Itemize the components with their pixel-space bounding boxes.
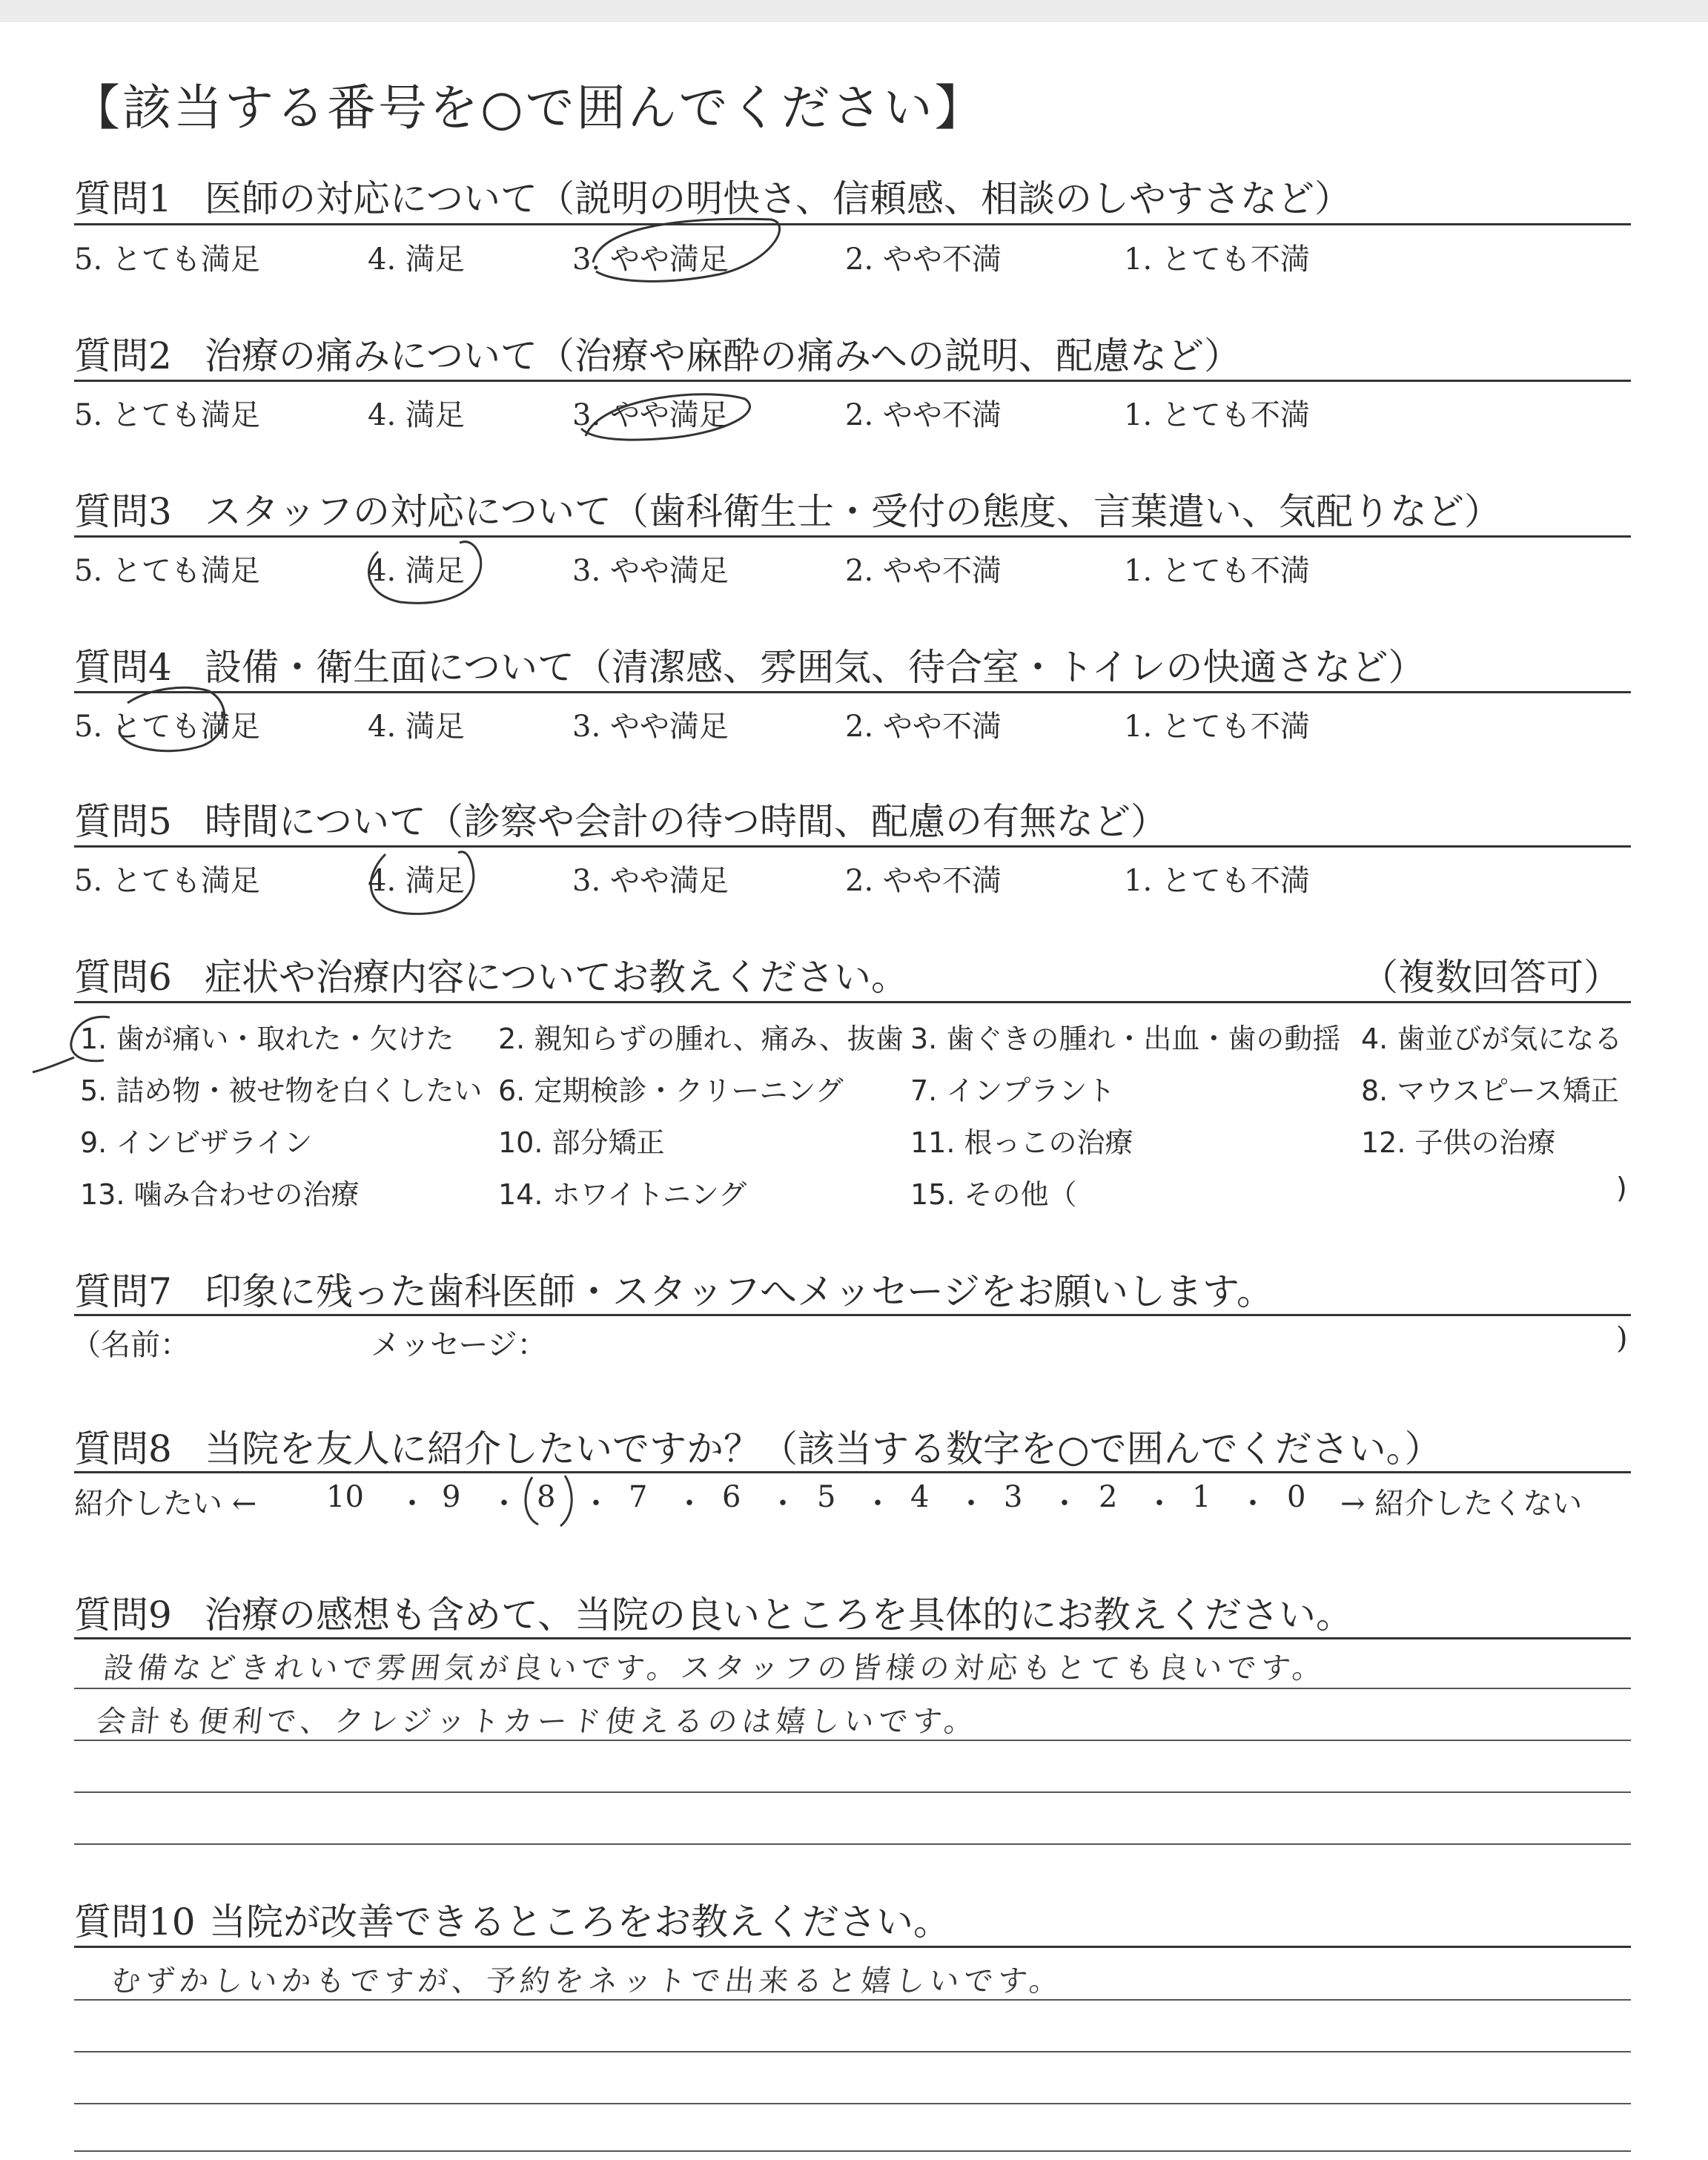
option-4[interactable]: 4. 満足 (368, 242, 465, 277)
question-text: 当院を友人に紹介したいですか？（該当する数字を○で囲んでください。） (205, 1427, 1442, 1470)
score-option[interactable]: 8 (537, 1480, 556, 1514)
symptom-option[interactable]: 4. 歯並びが気になる (1361, 1023, 1623, 1055)
option-1[interactable]: 1. とても不満 (1124, 864, 1310, 898)
message-label: メッセージ： (371, 1328, 547, 1362)
symptom-option[interactable]: 10. 部分矯正 (498, 1126, 665, 1159)
symptom-option-other[interactable]: 15. その他（ (910, 1178, 1077, 1211)
question-text: 治療の感想も含めて、当院の良いところを具体的にお教えください。 (205, 1593, 1353, 1636)
question-text: 治療の痛みについて（治療や麻酔の痛みへの説明、配慮など） (205, 334, 1241, 377)
divider (74, 380, 1631, 382)
option-3[interactable]: 3. やや満足 (572, 864, 729, 898)
score-option[interactable]: 7 (629, 1480, 648, 1514)
separator-dot: ・ (397, 1487, 427, 1521)
answer-line (74, 2150, 1631, 2152)
score-option[interactable]: 0 (1287, 1480, 1306, 1514)
option-1[interactable]: 1. とても不満 (1124, 554, 1310, 588)
option-2[interactable]: 2. やや不満 (845, 554, 1002, 588)
option-1[interactable]: 1. とても不満 (1124, 242, 1310, 277)
separator-dot: ・ (863, 1487, 893, 1521)
option-3[interactable]: 3. やや満足 (572, 398, 729, 432)
divider (74, 535, 1631, 538)
separator-dot: ・ (581, 1487, 611, 1521)
question-text: 時間について（診察や会計の待つ時間、配慮の有無など） (205, 800, 1168, 843)
answer-line (74, 1740, 1631, 1741)
symptom-option[interactable]: 1. 歯が痛い・取れた・欠けた (80, 1023, 454, 1055)
option-5[interactable]: 5. とても満足 (74, 398, 260, 432)
handwritten-answer: むずかしいかもですが、予約をネットで出来ると嬉しいです。 (109, 1964, 1065, 1998)
score-option[interactable]: 1 (1192, 1480, 1211, 1514)
question-text: 医師の対応について（説明の明快さ、信頼感、相談のしやすさなど） (205, 177, 1351, 220)
divider (74, 223, 1631, 225)
score-option[interactable]: 9 (442, 1480, 461, 1514)
symptom-option[interactable]: 8. マウスピース矯正 (1361, 1074, 1619, 1107)
option-4[interactable]: 4. 満足 (368, 710, 465, 744)
question-text: 設備・衛生面について（清潔感、雰囲気、待合室・トイレの快適さなど） (205, 646, 1426, 689)
symptom-option[interactable]: 9. インビザライン (80, 1126, 313, 1159)
question-label: 質問1 (74, 177, 172, 220)
option-4[interactable]: 4. 満足 (368, 398, 465, 432)
option-2[interactable]: 2. やや不満 (845, 242, 1002, 277)
divider (74, 1471, 1631, 1473)
score-option[interactable]: 3 (1004, 1480, 1023, 1514)
question-label: 質問3 (74, 490, 172, 533)
question-text: スタッフの対応について（歯科衛生士・受付の態度、言葉遣い、気配りなど） (205, 490, 1501, 533)
separator-dot: ・ (1145, 1487, 1174, 1521)
answer-line (74, 1688, 1631, 1689)
handwritten-answer: 設備などきれいで雰囲気が良いです。スタッフの皆様の対応もとても良いです。 (102, 1651, 1328, 1685)
symptom-option[interactable]: 2. 親知らずの腫れ、痛み、抜歯 (498, 1023, 904, 1055)
divider (74, 1946, 1631, 1948)
name-label: （名前： (71, 1328, 190, 1362)
divider (74, 1637, 1631, 1639)
question-label: 質問9 (74, 1593, 172, 1636)
divider (74, 1001, 1631, 1003)
option-1[interactable]: 1. とても不満 (1124, 398, 1310, 432)
symptom-option[interactable]: 3. 歯ぐきの腫れ・出血・歯の動揺 (910, 1023, 1341, 1055)
option-2[interactable]: 2. やや不満 (845, 398, 1002, 432)
score-option[interactable]: 4 (910, 1480, 930, 1514)
multiple-answer-note: （複数回答可） (1361, 956, 1621, 999)
score-option[interactable]: 5 (817, 1480, 836, 1514)
option-4[interactable]: 4. 満足 (368, 864, 465, 898)
symptom-option[interactable]: 6. 定期検診・クリーニング (498, 1074, 844, 1107)
symptom-option[interactable]: 7. インプラント (910, 1074, 1116, 1107)
answer-line (74, 1791, 1631, 1793)
symptom-option[interactable]: 11. 根っこの治療 (910, 1126, 1133, 1159)
option-5[interactable]: 5. とても満足 (74, 554, 260, 588)
form-title: 【該当する番号を○で囲んでください】 (71, 79, 986, 136)
option-2[interactable]: 2. やや不満 (845, 710, 1002, 744)
scan-top-band (0, 0, 1708, 22)
symptom-option[interactable]: 14. ホワイトニング (498, 1178, 747, 1211)
other-close-paren: ) (1616, 1172, 1627, 1204)
option-4[interactable]: 4. 満足 (368, 554, 465, 588)
separator-dot: ・ (956, 1487, 986, 1521)
score-option[interactable]: 2 (1099, 1480, 1118, 1514)
question-text: 症状や治療内容についてお教えください。 (205, 956, 908, 999)
question-text: 当院が改善できるところをお教えください。 (209, 1900, 950, 1943)
option-1[interactable]: 1. とても不満 (1124, 710, 1310, 744)
answer-line (74, 2051, 1631, 2052)
divider (74, 845, 1631, 848)
question-label: 質問6 (74, 956, 172, 999)
handwritten-answer: 会計も便利で、クレジットカード使えるのは嬉しいです。 (94, 1705, 980, 1739)
option-5[interactable]: 5. とても満足 (74, 710, 260, 744)
score-option[interactable]: 6 (722, 1480, 741, 1514)
option-3[interactable]: 3. やや満足 (572, 710, 729, 744)
close-paren: ) (1616, 1321, 1628, 1355)
recommend-left-label: 紹介したい ← (74, 1487, 257, 1521)
question-label: 質問5 (74, 800, 172, 843)
answer-line (74, 2103, 1631, 2104)
separator-dot: ・ (768, 1487, 798, 1521)
recommend-right-label: → 紹介したくない (1340, 1487, 1583, 1521)
question-label: 質問4 (74, 646, 172, 689)
separator-dot: ・ (1050, 1487, 1079, 1521)
separator-dot: ・ (675, 1487, 704, 1521)
symptom-option[interactable]: 13. 噛み合わせの治療 (80, 1178, 360, 1211)
option-5[interactable]: 5. とても満足 (74, 864, 260, 898)
option-3[interactable]: 3. やや満足 (572, 242, 729, 277)
option-2[interactable]: 2. やや不満 (845, 864, 1002, 898)
separator-dot: ・ (489, 1487, 519, 1521)
question-label: 質問7 (74, 1270, 172, 1313)
question-label: 質問10 (74, 1900, 196, 1943)
question-label: 質問2 (74, 334, 172, 377)
question-text: 印象に残った歯科医師・スタッフへメッセージをお願いします。 (205, 1270, 1274, 1313)
divider (74, 1314, 1631, 1316)
symptom-option[interactable]: 5. 詰め物・被せ物を白くしたい (80, 1074, 483, 1107)
score-option[interactable]: 10 (326, 1480, 364, 1514)
symptom-option[interactable]: 12. 子供の治療 (1361, 1126, 1556, 1159)
option-3[interactable]: 3. やや満足 (572, 554, 729, 588)
divider (74, 691, 1631, 693)
question-label: 質問8 (74, 1427, 172, 1470)
answer-line (74, 1843, 1631, 1845)
option-5[interactable]: 5. とても満足 (74, 242, 260, 277)
answer-line (74, 1999, 1631, 2001)
separator-dot: ・ (1238, 1487, 1268, 1521)
